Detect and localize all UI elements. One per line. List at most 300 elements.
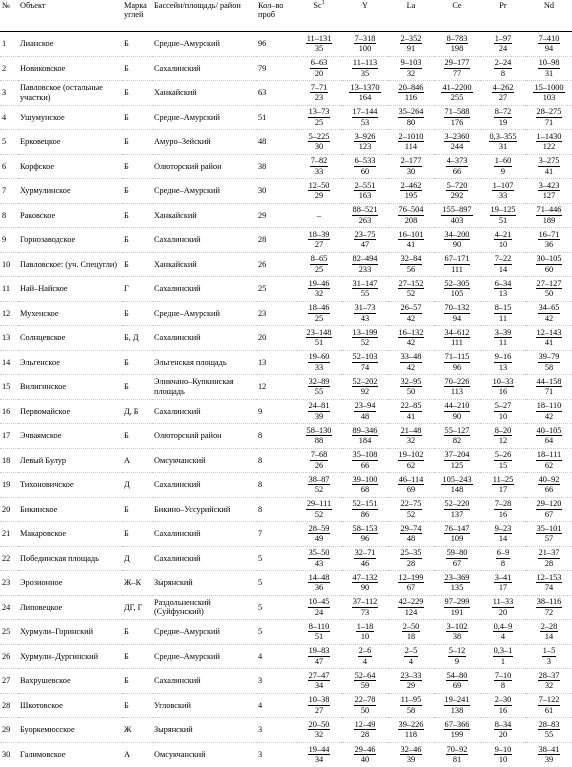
value-range: 19–44 <box>308 744 330 754</box>
cell-y <box>342 81 388 106</box>
value-mean: 135 <box>450 583 464 593</box>
range-over-mean <box>306 328 333 348</box>
value-range: 32–89 <box>308 376 330 386</box>
cell-ce <box>434 718 480 743</box>
cell-basin: Сахалинский <box>154 480 201 490</box>
cell-pr <box>480 571 526 596</box>
sc-footnote-mark: 1 <box>321 0 325 7</box>
cell-grade: Б <box>124 186 129 196</box>
cell-ce <box>434 424 480 449</box>
value-range: 29–74 <box>400 523 422 533</box>
range-over-mean <box>356 622 375 642</box>
value-mean: 32 <box>406 436 416 446</box>
cell-count: 26 <box>258 259 267 269</box>
table-row <box>0 595 572 620</box>
value-range: 12–199 <box>398 572 424 582</box>
range-over-mean <box>536 254 563 274</box>
value-mean: 31 <box>498 142 508 152</box>
value-range: 9–103 <box>400 58 422 68</box>
table-row <box>0 350 572 375</box>
value-mean: 111 <box>451 338 463 348</box>
range-over-mean <box>494 107 513 127</box>
cell-nd <box>526 448 572 473</box>
range-over-mean <box>404 646 418 666</box>
value-mean: 67 <box>452 558 462 568</box>
range-over-mean <box>536 377 563 397</box>
value-mean: 35 <box>314 44 324 54</box>
range-over-mean <box>494 279 513 299</box>
value-mean: 19 <box>498 117 508 127</box>
value-range: 7–71 <box>310 82 328 92</box>
cell-sc <box>296 252 342 277</box>
range-over-mean <box>398 328 425 348</box>
value-range: 6–63 <box>310 58 328 68</box>
cell-basin: Средне–Амурский <box>154 112 220 122</box>
cell-y <box>342 32 388 57</box>
range-over-mean <box>308 597 331 617</box>
value-mean: 32 <box>406 68 416 78</box>
cell-grade: Ж <box>124 725 132 735</box>
range-over-mean <box>494 450 513 470</box>
cell-sc <box>296 669 342 694</box>
cell-nd <box>526 644 572 669</box>
cell-nd <box>526 179 572 204</box>
table-row <box>0 620 572 645</box>
range-over-mean <box>494 524 513 544</box>
value-mean: 49 <box>314 534 324 544</box>
value-range: 18–111 <box>536 450 562 460</box>
value-range: 7–82 <box>310 156 328 166</box>
cell-ce <box>434 546 480 571</box>
value-range: 67–366 <box>444 719 470 729</box>
cell-object: Горнозаводское <box>20 235 76 245</box>
table-row <box>0 375 572 400</box>
cell-basin: Сахалинский <box>154 529 201 539</box>
value-mean: 163 <box>358 191 372 201</box>
cell-grade: Б <box>124 88 129 98</box>
value-range: 27–152 <box>398 278 424 288</box>
cell-basin: Ханкайский <box>154 210 197 220</box>
value-range: 39–226 <box>398 719 424 729</box>
cell-pr <box>480 546 526 571</box>
range-over-mean <box>538 475 561 495</box>
cell-la <box>388 375 434 400</box>
value-range: 89–346 <box>352 425 378 435</box>
value-range: 1–18 <box>356 621 374 631</box>
range-over-mean <box>538 230 561 250</box>
range-over-mean <box>536 132 563 152</box>
cell-pr <box>480 522 526 547</box>
value-range: 32–84 <box>400 254 422 264</box>
range-over-mean <box>444 230 471 250</box>
cell-sc <box>296 350 342 375</box>
value-mean: 4 <box>362 656 368 666</box>
value-range: 18–110 <box>536 401 562 411</box>
value-range: 9–23 <box>494 523 512 533</box>
cell-nd <box>526 326 572 351</box>
cell-la <box>388 595 434 620</box>
value-range: 3–41 <box>494 572 512 582</box>
value-mean: 74 <box>544 583 554 593</box>
range-over-mean <box>494 328 513 348</box>
cell-object: Раковское <box>20 210 56 220</box>
range-over-mean <box>400 377 423 397</box>
range-over-mean <box>492 475 514 495</box>
range-over-mean <box>536 450 562 470</box>
value-range: 16–71 <box>538 229 560 239</box>
value-mean: 52 <box>314 509 324 519</box>
cell-object: Липовецкое <box>20 602 63 612</box>
value-range: 52–220 <box>444 499 470 509</box>
range-over-mean <box>444 352 471 372</box>
cell-grade: Г <box>124 284 129 294</box>
cell-object: Хурмули–Дургинский <box>20 651 99 661</box>
col-header-pr: Pr <box>480 1 526 32</box>
cell-pr <box>480 105 526 130</box>
value-mean: 77 <box>452 68 462 78</box>
cell-pr <box>480 620 526 645</box>
cell-object: Лианское <box>20 39 54 49</box>
cell-nd <box>526 350 572 375</box>
value-range: 2–1010 <box>398 131 424 141</box>
cell-basin: Зырянский <box>154 725 193 735</box>
col-header-num: № <box>0 1 18 32</box>
value-range: 3–2360 <box>444 131 470 141</box>
table-row <box>0 105 572 130</box>
value-range: 7–122 <box>538 695 560 705</box>
value-range: 22–78 <box>354 695 376 705</box>
cell-basin: Средне–Амурский <box>154 39 220 49</box>
cell-grade: Б <box>124 651 129 661</box>
cell-sc <box>296 203 342 228</box>
cell-object: Корфское <box>20 161 55 171</box>
value-range: 10–98 <box>538 58 560 68</box>
cell-sc <box>296 693 342 718</box>
value-mean: 233 <box>358 264 372 274</box>
value-range: 2–5 <box>404 646 418 656</box>
cell-y <box>342 277 388 302</box>
value-range: 0,3–1 <box>493 646 513 656</box>
cell-ce <box>434 32 480 57</box>
range-over-mean <box>496 548 510 568</box>
cell-count: 5 <box>258 627 263 637</box>
cell-grade: Д <box>124 553 130 563</box>
range-over-mean <box>400 156 423 176</box>
range-over-mean <box>400 181 423 201</box>
range-over-mean <box>400 401 423 421</box>
range-over-mean <box>444 695 471 715</box>
value-mean: 52 <box>406 289 416 299</box>
cell-sc <box>296 399 342 424</box>
cell-nd <box>526 742 572 767</box>
table-row <box>0 644 572 669</box>
range-over-mean <box>354 181 377 201</box>
table-row <box>0 252 572 277</box>
cell-sc <box>296 277 342 302</box>
value-mean: 62 <box>406 460 416 470</box>
value-range: 34–200 <box>444 229 470 239</box>
cell-basin: Сахалинский <box>154 284 201 294</box>
value-mean: 263 <box>358 215 372 225</box>
cell-nd <box>526 546 572 571</box>
cell-grade: Б <box>124 39 129 49</box>
value-mean: 17 <box>498 583 508 593</box>
range-over-mean <box>492 181 515 201</box>
value-range: 82–494 <box>352 254 378 264</box>
range-over-mean <box>494 401 513 421</box>
cell-la <box>388 448 434 473</box>
value-mean: 82 <box>452 436 462 446</box>
value-mean: 28 <box>406 558 416 568</box>
value-mean: 48 <box>360 411 370 421</box>
cell-ce <box>434 669 480 694</box>
cell-ce <box>434 228 480 253</box>
value-range: 11–113 <box>352 58 378 68</box>
value-range: 31–147 <box>352 278 378 288</box>
value-range: 71–588 <box>444 107 470 117</box>
value-mean: 94 <box>452 313 462 323</box>
cell-count: 30 <box>258 186 267 196</box>
value-range: 11–25 <box>492 474 514 484</box>
value-mean: 14 <box>498 264 508 274</box>
value-range: 11–131 <box>306 33 332 43</box>
value-range: 10–33 <box>492 376 514 386</box>
range-over-mean <box>310 254 329 274</box>
cell-count: 8 <box>258 504 263 514</box>
cell-num: 28 <box>2 700 11 710</box>
value-mean: 33 <box>498 191 508 201</box>
value-range: 5–26 <box>494 450 512 460</box>
cell-object: Хурмулинское <box>20 186 71 196</box>
cell-count: 8 <box>258 480 263 490</box>
cell-y <box>342 130 388 155</box>
cell-num: 14 <box>2 357 11 367</box>
value-mean: 90 <box>360 583 370 593</box>
range-over-mean <box>538 352 561 372</box>
range-over-mean <box>398 573 425 593</box>
range-over-mean <box>308 181 331 201</box>
cell-nd <box>526 473 572 498</box>
cell-pr <box>480 497 526 522</box>
value-range: 67–171 <box>444 254 470 264</box>
value-range: 4–262 <box>492 82 514 92</box>
cell-object: Павловское (остальные участки) <box>20 83 103 102</box>
cell-basin: Сахалинский <box>154 333 201 343</box>
cell-basin: Эликчано–Купкинская площадь <box>154 377 234 396</box>
cell-pr <box>480 644 526 669</box>
value-mean: 27 <box>498 93 508 103</box>
value-mean: 8 <box>500 68 506 78</box>
range-over-mean <box>538 548 561 568</box>
cell-pr <box>480 595 526 620</box>
cell-grade: ДГ, Г <box>124 602 143 612</box>
value-range: 12–143 <box>536 327 562 337</box>
cell-count: 12 <box>258 382 267 392</box>
cell-ce <box>434 130 480 155</box>
value-range: 10–38 <box>308 695 330 705</box>
value-mean: 71 <box>544 387 554 397</box>
value-mean: 114 <box>404 142 418 152</box>
cell-object: Новиковское <box>20 63 66 73</box>
range-over-mean <box>540 622 559 642</box>
value-range: 2–177 <box>400 156 422 166</box>
range-over-mean <box>536 401 563 421</box>
value-mean: 27 <box>314 240 324 250</box>
cell-y <box>342 424 388 449</box>
value-range: 20–846 <box>398 82 424 92</box>
cell-pr <box>480 375 526 400</box>
value-mean: 12 <box>498 436 508 446</box>
value-range: 38–87 <box>308 474 330 484</box>
value-mean: 198 <box>450 44 464 54</box>
value-mean: 91 <box>406 44 416 54</box>
cell-count: 8 <box>258 455 263 465</box>
value-mean: 11 <box>499 313 507 323</box>
value-range: 5–12 <box>448 646 466 656</box>
cell-pr <box>480 742 526 767</box>
value-range: 19–60 <box>308 352 330 362</box>
value-range: 70–226 <box>444 376 470 386</box>
range-over-mean <box>400 352 423 372</box>
value-mean: 13 <box>498 289 508 299</box>
cell-la <box>388 179 434 204</box>
value-mean: 20 <box>498 730 508 740</box>
range-over-mean <box>310 450 329 470</box>
value-mean: 28 <box>360 730 370 740</box>
cell-la <box>388 742 434 767</box>
table-row <box>0 154 572 179</box>
value-mean: 123 <box>358 142 372 152</box>
cell-basin: Зырянский <box>154 578 193 588</box>
value-range: 4–373 <box>446 156 468 166</box>
cell-basin: Раздольненский (Суйфунский) <box>154 597 211 617</box>
value-range: 28–37 <box>538 670 560 680</box>
cell-ce <box>434 301 480 326</box>
cell-nd <box>526 56 572 81</box>
range-over-mean <box>352 377 379 397</box>
value-mean: 111 <box>451 264 463 274</box>
cell-basin: Олюторский район <box>154 161 222 171</box>
cell-la <box>388 252 434 277</box>
cell-object: Вахрушевское <box>20 676 71 686</box>
cell-pr <box>480 56 526 81</box>
cell-count: 28 <box>258 235 267 245</box>
range-over-mean <box>352 573 379 593</box>
value-range: 18–46 <box>308 303 330 313</box>
cell-ce <box>434 179 480 204</box>
value-mean: 28 <box>544 558 554 568</box>
value-mean: 33 <box>314 166 324 176</box>
cell-nd <box>526 620 572 645</box>
cell-num: 12 <box>2 308 11 318</box>
value-mean: 25 <box>314 313 324 323</box>
value-range: 2–28 <box>540 621 558 631</box>
cell-pr <box>480 203 526 228</box>
range-over-mean <box>352 352 379 372</box>
value-mean: 32 <box>314 730 324 740</box>
range-over-mean <box>354 132 377 152</box>
value-mean: 208 <box>404 215 418 225</box>
range-over-mean <box>538 34 561 54</box>
cell-sc <box>296 448 342 473</box>
range-over-mean <box>352 328 379 348</box>
value-mean: 244 <box>450 142 464 152</box>
value-mean: 71 <box>544 117 554 127</box>
range-over-mean <box>444 401 471 421</box>
cell-object: Макаровское <box>20 529 67 539</box>
cell-grade: Б <box>124 210 129 220</box>
value-mean: 74 <box>360 362 370 372</box>
cell-object: Побединская площадь <box>20 553 99 563</box>
value-mean: 61 <box>544 705 554 715</box>
value-mean: 16 <box>498 387 508 397</box>
cell-basin: Сахалинский <box>154 676 201 686</box>
range-over-mean <box>308 671 331 691</box>
value-range: 5–720 <box>446 180 468 190</box>
cell-nd <box>526 130 572 155</box>
value-mean: 16 <box>498 705 508 715</box>
value-mean: 34 <box>314 681 324 691</box>
value-mean: 39 <box>314 411 324 421</box>
value-mean: 58 <box>406 705 416 715</box>
cell-basin: Сахалинский <box>154 553 201 563</box>
cell-pr <box>480 130 526 155</box>
cell-nd <box>526 203 572 228</box>
cell-la <box>388 522 434 547</box>
cell-la <box>388 154 434 179</box>
value-mean: 35 <box>360 68 370 78</box>
range-over-mean <box>352 499 379 519</box>
cell-num: 4 <box>2 112 7 122</box>
value-mean: 17 <box>498 485 508 495</box>
value-range: 18–39 <box>308 229 330 239</box>
table-row <box>0 693 572 718</box>
cell-grade: Д, Б <box>124 406 139 416</box>
range-over-mean <box>444 720 471 740</box>
value-range: 35–108 <box>352 450 378 460</box>
value-mean: 1 <box>500 656 506 666</box>
range-over-mean <box>398 450 425 470</box>
value-mean: 55 <box>544 730 554 740</box>
value-mean: 43 <box>360 313 370 323</box>
cell-num: 30 <box>2 749 11 759</box>
cell-count: 25 <box>258 284 267 294</box>
value-range: 19–102 <box>398 450 424 460</box>
cell-basin: Эльгенская площадь <box>154 357 227 367</box>
range-over-mean <box>352 475 379 495</box>
cell-count: 23 <box>258 308 267 318</box>
value-mean: 13 <box>498 362 508 372</box>
value-mean: 67 <box>544 509 554 519</box>
cell-nd <box>526 228 572 253</box>
cell-pr <box>480 154 526 179</box>
value-range: 155–897 <box>442 205 472 215</box>
value-range: 3–423 <box>538 180 560 190</box>
cell-nd <box>526 718 572 743</box>
value-mean: 122 <box>542 142 556 152</box>
value-range: 97–299 <box>444 597 470 607</box>
range-over-mean <box>441 205 472 225</box>
value-mean: 103 <box>542 93 556 103</box>
range-over-mean <box>538 720 561 740</box>
table-row <box>0 742 572 767</box>
cell-grade: А <box>124 749 130 759</box>
cell-la <box>388 326 434 351</box>
cell-count: 5 <box>258 553 263 563</box>
cell-nd <box>526 252 572 277</box>
cell-ce <box>434 277 480 302</box>
cell-grade: А <box>124 455 130 465</box>
